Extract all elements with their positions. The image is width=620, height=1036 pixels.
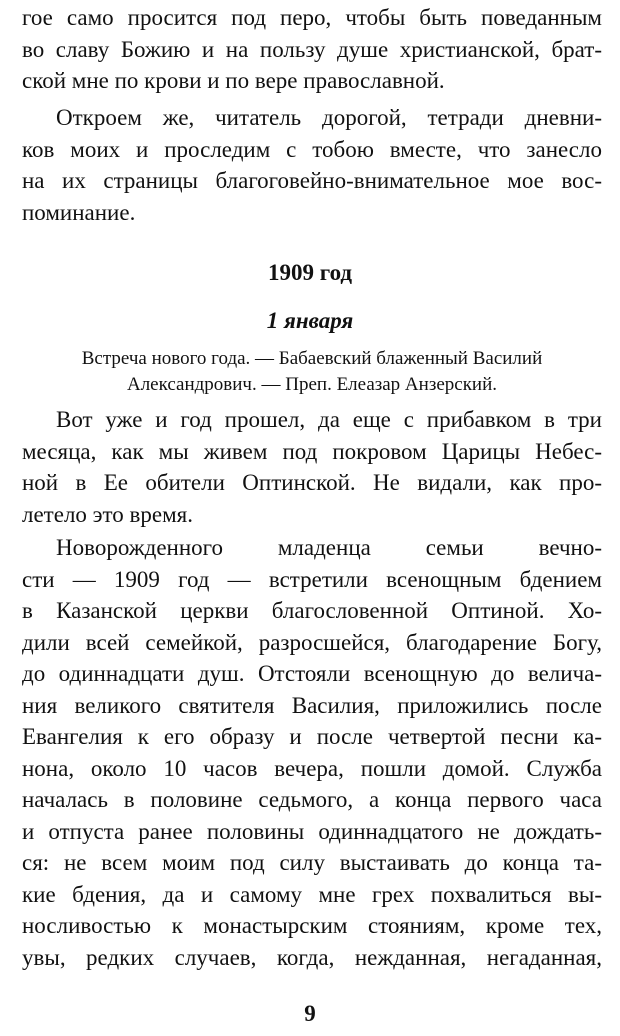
text-line: кие бдения, да и самому мне грех похвалиться вы- [22, 881, 602, 907]
text-line: Новорожденного младенца семьи вечно- [56, 535, 602, 560]
text-line: увы, редких случаев, когда, нежданная, негаданная, [22, 944, 602, 970]
text-line: началась в половине седьмого, а конца первого часа [22, 787, 602, 812]
text-line: гое само просится под перо, чтобы быть поведанным [22, 5, 602, 30]
text-line: месяца, как мы живем под покровом Царицы Небес- [22, 438, 602, 464]
text-line: ния великого святителя Василия, приложились после [22, 692, 602, 718]
summary-line: Встреча нового года. — Бабаевский блаженный Василий [81, 348, 543, 369]
text-line: носливостью к монастырским стояниям, кроме тех, [22, 913, 602, 938]
third-paragraph [22, 404, 602, 530]
page-number: 9 [304, 1001, 316, 1026]
text-line: на их страницы благоговейно-внимательное мое вос- [22, 168, 602, 193]
text-line: поминание. [22, 199, 136, 225]
text-line: и отпуста ранее половины одиннадцатого не дождать- [22, 818, 602, 844]
text-line: во славу Божию и на пользу душе христианской, брат- [22, 36, 602, 62]
text-line: ся: не всем моим под силу выстаивать до конца та- [22, 850, 602, 875]
second-paragraph [22, 102, 602, 228]
text-line: до одиннадцати душ. Отстояли всенощную до велича- [22, 661, 602, 686]
text-line: ской мне по крови и по вере православной. [22, 68, 445, 93]
intro-paragraph [22, 2, 602, 97]
text-line: в Казанской церкви благословенной Оптиной. Хо- [22, 598, 602, 623]
text-line: Евангелия к его образу и после четвертой песни ка- [22, 724, 602, 749]
text-line: летело это время. [22, 501, 193, 527]
text-line: ной в Ее обители Оптинской. Не видали, как про- [22, 470, 602, 495]
text-line: дили всей семейкой, разросшейся, благодарение Богу, [22, 629, 602, 655]
text-line: нона, около 10 часов вечера, пошли домой. Служба [22, 755, 602, 781]
text-line: Откроем же, читатель дорогой, тетради дневни- [56, 105, 602, 130]
text-line: Вот уже и год прошел, да еще с прибавком в три [56, 407, 602, 432]
chapter-summary [22, 346, 602, 398]
summary-line: Александрович. — Преп. Елеазар Анзерский. [126, 374, 498, 395]
year-heading: 1909 год [267, 260, 353, 285]
date-heading: 1 января [266, 308, 354, 333]
text-line: ков моих и проследим с тобою вместе, что занесло [22, 136, 602, 162]
text-line: сти — 1909 год — встретили всенощным бдением [22, 566, 602, 592]
fourth-paragraph [22, 532, 602, 973]
